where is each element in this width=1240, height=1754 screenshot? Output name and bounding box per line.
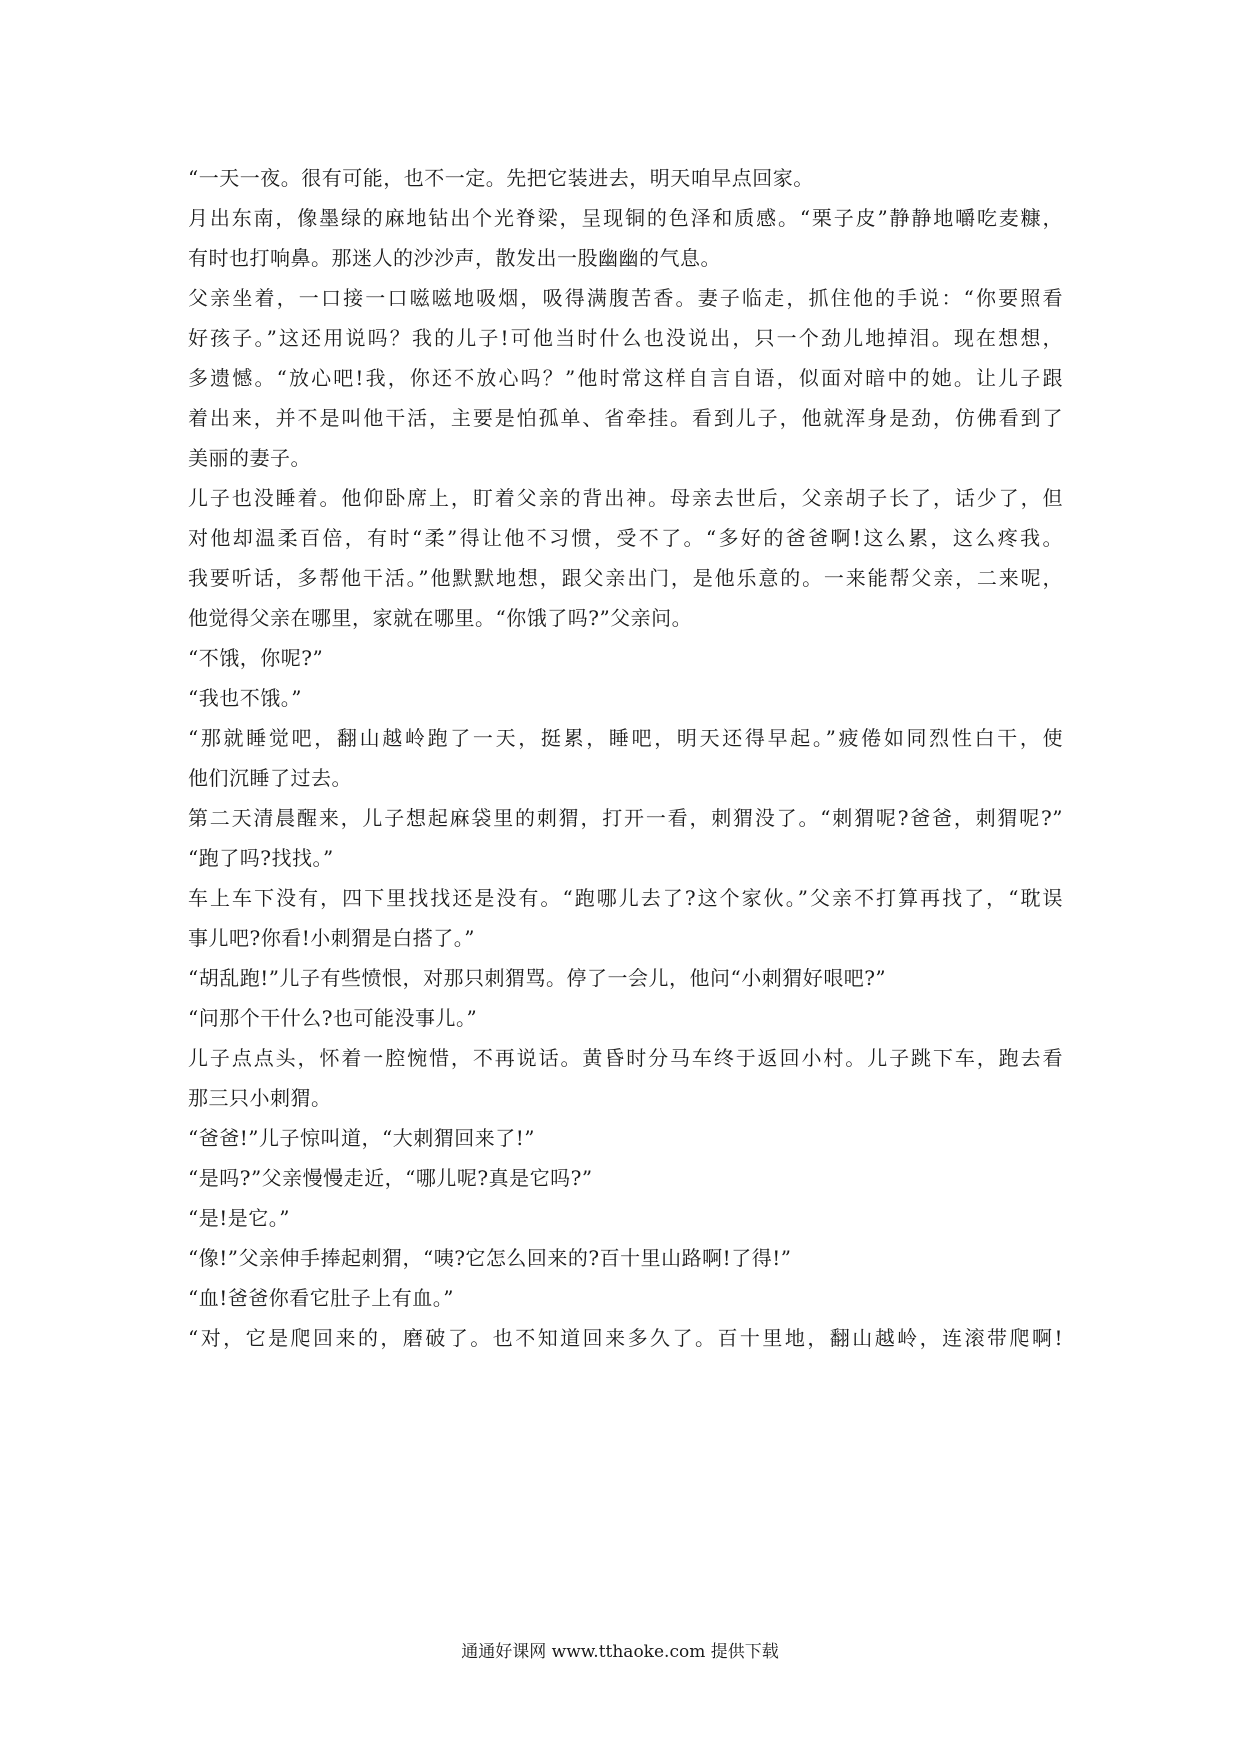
text-line: 美丽的妻子。: [188, 446, 311, 470]
text-line: 他觉得父亲在哪里，家就在哪里。“你饿了吗?”父亲问。: [188, 606, 693, 630]
text-line: “像!”父亲伸手捧起刺猬，“咦?它怎么回来的?百十里山路啊!了得!”: [188, 1246, 792, 1270]
text-line: “不饿，你呢?”: [188, 646, 324, 670]
text-line: “是吗?”父亲慢慢走近，“哪儿呢?真是它吗?”: [188, 1166, 593, 1190]
text-line: 他们沉睡了过去。: [188, 766, 352, 790]
page-footer: 通通好课网 www.tthaoke.com 提供下载: [461, 1642, 779, 1662]
text-line: “那就睡觉吧，翻山越岭跑了一天，挺累，睡吧，明天还得早起。”疲倦如同烈性白干，使: [188, 726, 1063, 750]
text-line: 第二天清晨醒来，儿子想起麻袋里的刺猬，打开一看，刺猬没了。“刺猬呢?爸爸，刺猬呢?”: [188, 806, 1063, 830]
text-line: 事儿吧?你看!小刺猬是白搭了。”: [188, 926, 475, 950]
text-line: “是!是它。”: [188, 1206, 290, 1230]
text-line: 好孩子。”这还用说吗？我的儿子!可他当时什么也没说出，只一个劲儿地掉泪。现在想想，: [188, 326, 1063, 350]
text-line: “血!爸爸你看它肚子上有血。”: [188, 1286, 454, 1310]
text-line: 我要听话，多帮他干活。”他默默地想，跟父亲出门，是他乐意的。一来能帮父亲，二来呢，: [188, 566, 1063, 590]
text-line: “问那个干什么?也可能没事儿。”: [188, 1006, 478, 1030]
text-line: 对他却温柔百倍，有时“柔”得让他不习惯，受不了。“多好的爸爸啊!这么累，这么疼我。: [188, 526, 1063, 550]
text-line: “一天一夜。很有可能，也不一定。先把它装进去，明天咱早点回家。: [188, 166, 814, 190]
text-line: “跑了吗?找找。”: [188, 846, 334, 870]
text-line: 那三只小刺猬。: [188, 1086, 332, 1110]
text-line: 多遗憾。“放心吧!我，你还不放心吗？”他时常这样自言自语，似面对暗中的她。让儿子跟: [188, 366, 1063, 390]
text-line: 有时也打响鼻。那迷人的沙沙声，散发出一股幽幽的气息。: [188, 246, 721, 270]
article-body: [188, 158, 1063, 1358]
text-line: 儿子也没睡着。他仰卧席上，盯着父亲的背出神。母亲去世后，父亲胡子长了，话少了，但: [188, 486, 1063, 510]
text-line: “胡乱跑!”儿子有些愤恨，对那只刺猬骂。停了一会儿，他问“小刺猬好哏吧?”: [188, 966, 887, 990]
text-line: 月出东南，像墨绿的麻地钻出个光脊梁，呈现铜的色泽和质感。“栗子皮”静静地嚼吃麦糠，: [188, 206, 1063, 230]
text-line: 儿子点点头，怀着一腔惋惜，不再说话。黄昏时分马车终于返回小村。儿子跳下车，跑去看: [188, 1046, 1063, 1070]
text-line: 着出来，并不是叫他干活，主要是怕孤单、省牵挂。看到儿子，他就浑身是劲，仿佛看到了: [188, 406, 1063, 430]
text-line: 车上车下没有，四下里找找还是没有。“跑哪儿去了?这个家伙。”父亲不打算再找了，“耽误: [188, 886, 1063, 910]
text-line: “对，它是爬回来的，磨破了。也不知道回来多久了。百十里地，翻山越岭，连滚带爬啊!: [188, 1326, 1063, 1350]
text-line: “爸爸!”儿子惊叫道，“大刺猬回来了!”: [188, 1126, 535, 1150]
text-line: “我也不饿。”: [188, 686, 302, 710]
text-line: 父亲坐着，一口接一口嗞嗞地吸烟，吸得满腹苦香。妻子临走，抓住他的手说：“你要照看: [188, 286, 1063, 310]
